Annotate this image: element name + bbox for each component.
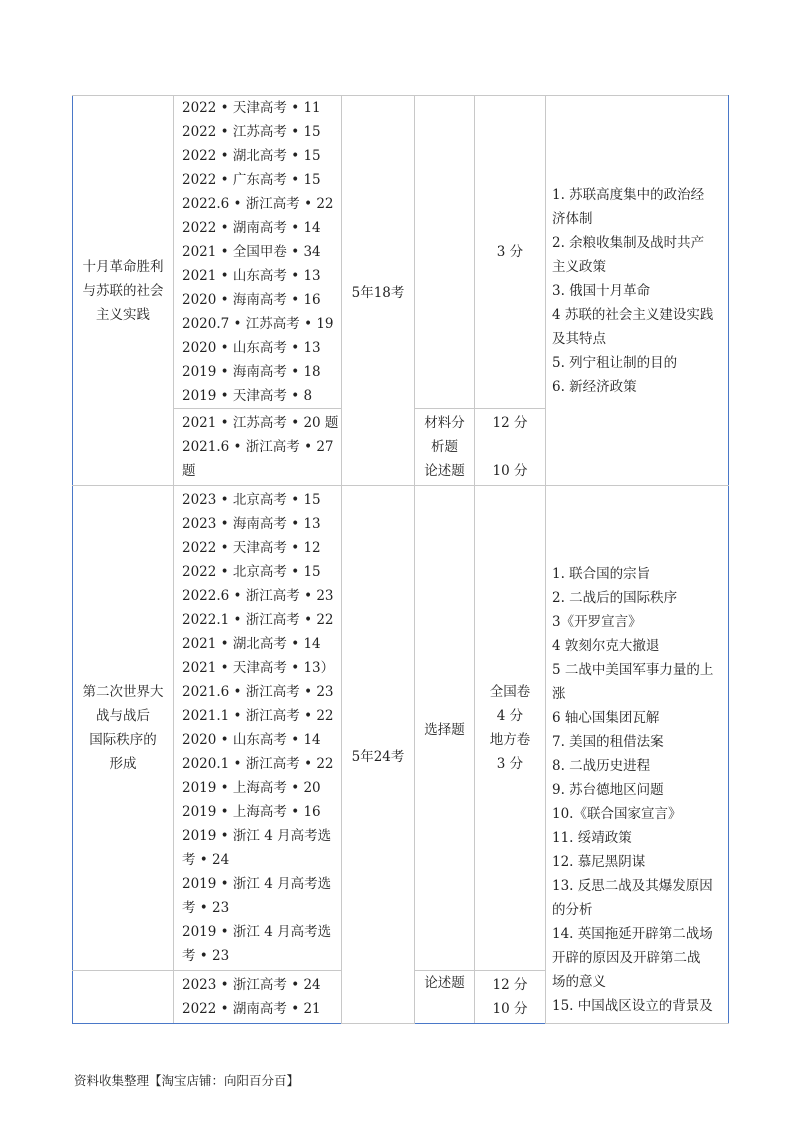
frequency-value: 5年18考	[351, 284, 405, 301]
points-value: 12 分	[492, 415, 528, 431]
points-cell	[475, 971, 546, 1024]
source-item: 2019 • 浙江 4 月高考选	[182, 924, 332, 940]
source-item: 2022 • 天津高考 • 11	[182, 100, 321, 116]
knowledge-item: 场的意义	[552, 974, 606, 990]
knowledge-item: 13. 反思二战及其爆发原因	[552, 878, 713, 894]
knowledge-item: 3. 俄国十月革命	[552, 282, 651, 299]
source-item: 2022 • 湖北高考 • 15	[182, 148, 321, 164]
knowledge-item: 济体制	[552, 210, 593, 227]
source-item: 2023 • 海南高考 • 13	[182, 516, 321, 532]
source-item: 2020.7 • 江苏高考 • 19	[182, 316, 334, 332]
knowledge-item: 5 二战中美国军事力量的上	[552, 662, 714, 678]
source-item: 2019 • 上海高考 • 16	[182, 804, 321, 820]
question-type: 析题	[431, 439, 458, 455]
knowledge-item: 3《开罗宣言》	[552, 614, 642, 630]
knowledge-item: 7. 美国的租借法案	[552, 734, 664, 750]
knowledge-item: 涨	[552, 686, 566, 702]
topic-cell	[73, 971, 174, 1024]
source-item: 2021 • 湖北高考 • 14	[182, 636, 321, 652]
source-item: 2020 • 山东高考 • 14	[182, 732, 321, 748]
topic-line: 第二次世界大	[82, 684, 164, 700]
points-value	[475, 435, 545, 459]
source-item: 2022 • 湖南高考 • 21	[182, 1001, 321, 1017]
source-item: 2022 • 湖南高考 • 14	[182, 220, 321, 236]
knowledge-item: 6 轴心国集团瓦解	[552, 710, 660, 726]
knowledge-item: 主义政策	[552, 258, 606, 275]
topic-line: 形成	[109, 756, 137, 772]
source-item: 2022 • 北京高考 • 15	[182, 564, 321, 580]
knowledge-item: 15. 中国战区设立的背景及	[552, 998, 713, 1014]
points-cell	[475, 409, 546, 486]
footer-note: 资料收集整理【淘宝店铺：向阳百分百】	[74, 1073, 300, 1088]
source-item: 2021 • 全国甲卷 • 34	[182, 244, 321, 260]
knowledge-item: 4 敦刻尔克大撤退	[552, 638, 660, 654]
knowledge-item: 9. 苏台德地区问题	[552, 782, 664, 798]
frequency-cell	[342, 486, 415, 1024]
knowledge-item: 1. 苏联高度集中的政治经	[552, 186, 705, 203]
source-list	[174, 409, 342, 486]
source-item: 考 • 24	[182, 852, 230, 868]
source-item: 2021.6 • 浙江高考 • 23	[182, 684, 334, 700]
question-type: 论述题	[424, 463, 465, 479]
source-item: 2022 • 天津高考 • 12	[182, 540, 321, 556]
source-item: 2020 • 海南高考 • 16	[182, 292, 321, 308]
source-item: 题	[182, 463, 196, 479]
source-list	[174, 971, 342, 1024]
source-item: 2021 • 山东高考 • 13	[182, 268, 321, 284]
question-type-cell	[415, 96, 475, 409]
source-item: 2019 • 浙江 4 月高考选	[182, 876, 332, 892]
knowledge-item: 2. 余粮收集制及战时共产	[552, 234, 705, 251]
points-value: 地方卷	[489, 732, 531, 748]
source-item: 2020 • 山东高考 • 13	[182, 340, 321, 356]
question-type: 选择题	[424, 722, 465, 738]
exam-analysis-table	[72, 95, 729, 1024]
source-list	[174, 486, 342, 971]
source-item: 2021 • 天津高考 • 13）	[182, 660, 335, 676]
knowledge-item: 2. 二战后的国际秩序	[552, 590, 678, 606]
source-item: 2021.6 • 浙江高考 • 27	[182, 439, 334, 455]
knowledge-item: 1. 联合国的宗旨	[552, 566, 651, 582]
table-row	[73, 96, 729, 409]
knowledge-item: 14. 英国拖延开辟第二战场	[552, 926, 713, 942]
frequency-value: 5年24考	[351, 748, 405, 765]
points-value: 全国卷	[489, 684, 531, 700]
knowledge-item: 开辟的原因及开辟第二战	[552, 950, 701, 966]
knowledge-item: 8. 二战历史进程	[552, 758, 651, 774]
knowledge-item: 5. 列宁租让制的目的	[552, 354, 678, 371]
points-value: 4 分	[496, 708, 524, 724]
source-item: 2022 • 江苏高考 • 15	[182, 124, 321, 140]
topic-cell	[73, 486, 174, 971]
knowledge-item: 10.《联合国家宣言》	[552, 806, 682, 822]
points-value: 10 分	[492, 463, 528, 479]
source-item: 2022.6 • 浙江高考 • 22	[182, 196, 334, 212]
source-item: 2022 • 广东高考 • 15	[182, 172, 321, 188]
knowledge-item: 4 苏联的社会主义建设实践	[552, 306, 714, 323]
knowledge-points-cell	[546, 96, 729, 486]
question-type-cell	[415, 409, 475, 486]
source-item: 2021.1 • 浙江高考 • 22	[182, 708, 334, 724]
knowledge-points-cell	[546, 486, 729, 1024]
topic-line: 与苏联的社会	[82, 282, 164, 299]
frequency-cell	[342, 96, 415, 486]
knowledge-item: 6. 新经济政策	[552, 378, 637, 395]
source-item: 2022.6 • 浙江高考 • 23	[182, 588, 334, 604]
source-item: 考 • 23	[182, 948, 230, 964]
points-cell	[475, 96, 546, 409]
points-value: 3 分	[496, 244, 524, 260]
source-item: 2023 • 北京高考 • 15	[182, 492, 321, 508]
topic-line: 战与战后	[96, 708, 150, 724]
question-type: 材料分	[424, 415, 465, 431]
topic-line: 国际秩序的	[89, 732, 157, 748]
points-value: 12 分	[492, 977, 528, 993]
question-type: 论述题	[424, 975, 465, 991]
source-item: 2019 • 天津高考 • 8	[182, 388, 313, 404]
source-item: 2021 • 江苏高考 • 20 题	[182, 415, 339, 431]
source-item: 2019 • 上海高考 • 20	[182, 780, 321, 796]
source-item: 2019 • 海南高考 • 18	[182, 364, 321, 380]
source-item: 2020.1 • 浙江高考 • 22	[182, 756, 334, 772]
points-value: 10 分	[492, 1001, 528, 1017]
source-list	[174, 96, 342, 409]
question-type-cell	[415, 971, 475, 1024]
points-cell	[475, 486, 546, 971]
table-row	[73, 486, 729, 971]
source-item: 2019 • 浙江 4 月高考选	[182, 828, 332, 844]
topic-line: 主义实践	[96, 306, 150, 323]
knowledge-item: 12. 慕尼黑阴谋	[552, 854, 646, 870]
topic-cell	[73, 96, 174, 486]
knowledge-item: 11. 绥靖政策	[552, 830, 632, 846]
knowledge-item: 的分析	[552, 902, 593, 918]
question-type-cell	[415, 486, 475, 971]
source-item: 2023 • 浙江高考 • 24	[182, 977, 321, 993]
source-item: 2022.1 • 浙江高考 • 22	[182, 612, 334, 628]
knowledge-item: 及其特点	[552, 330, 606, 347]
points-value: 3 分	[496, 756, 524, 772]
source-item: 考 • 23	[182, 900, 230, 916]
topic-line: 十月革命胜利	[82, 258, 164, 275]
